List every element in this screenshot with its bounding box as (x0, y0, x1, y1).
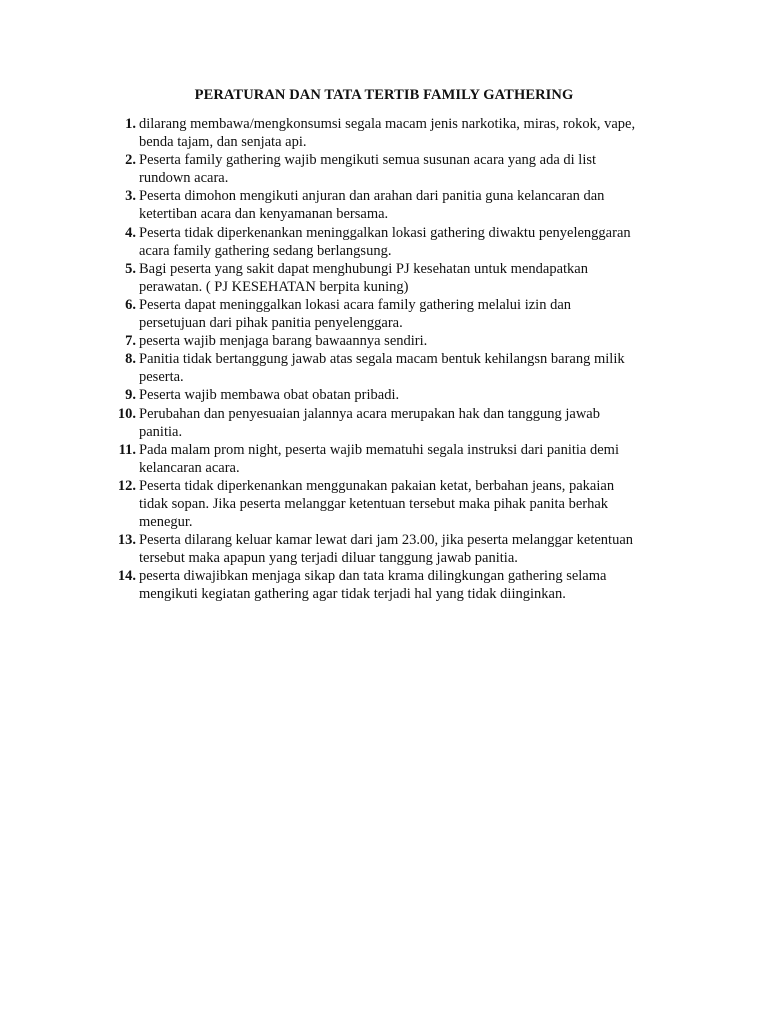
list-item-line: peserta. (139, 369, 184, 386)
list-item-line: tersebut maka apapun yang terjadi diluar tanggung jawab panitia. (139, 550, 518, 567)
list-item (108, 260, 680, 296)
list-item-line: peserta diwajibkan menjaga sikap dan tata krama dilingkungan gathering selama (139, 568, 607, 585)
list-item-line: Peserta dapat meninggalkan lokasi acara family gathering melalui izin dan (139, 296, 572, 313)
list-item-number: 1. (125, 116, 136, 132)
list-item-line: panitia. (139, 423, 183, 440)
list-item-line: acara family gathering sedang berlangsung. (139, 242, 392, 259)
list-item-line: Peserta family gathering wajib mengikuti semua susunan acara yang ada di list (139, 152, 597, 169)
list-item (108, 567, 680, 603)
list-item-number: 5. (125, 260, 136, 277)
list-item-line: Perubahan dan penyesuaian jalannya acara merupakan hak dan tanggung jawab (139, 405, 600, 422)
list-item-number: 3. (125, 188, 136, 205)
list-item-line: persetujuan dari pihak panitia penyelenggara. (139, 315, 403, 332)
list-item-number: 10. (117, 405, 136, 422)
list-item-number: 9. (125, 387, 136, 404)
list-item-number: 11. (118, 441, 136, 458)
list-item (108, 477, 680, 531)
list-item-line: Peserta wajib membawa obat obatan pribadi. (139, 387, 400, 404)
list-item-line: ketertiban acara dan kenyamanan bersama. (139, 206, 389, 223)
rules-list (108, 115, 680, 604)
list-item-line: peserta wajib menjaga barang bawaannya sendiri. (139, 333, 428, 350)
list-item (108, 296, 680, 332)
list-item-number: 6. (125, 296, 136, 313)
list-item-line: Peserta dilarang keluar kamar lewat dari jam 23.00, jika peserta melanggar ketentuan (139, 532, 634, 549)
list-item (108, 224, 680, 260)
list-item-line: benda tajam, dan senjata api. (139, 134, 307, 151)
document-title: PERATURAN DAN TATA TERTIB FAMILY GATHERING (194, 87, 574, 103)
list-item (108, 531, 680, 567)
list-item (108, 441, 680, 477)
list-item-line: Bagi peserta yang sakit dapat menghubungi PJ kesehatan untuk mendapatkan (139, 260, 588, 277)
list-item-number: 13. (117, 532, 136, 549)
list-item-line: Panitia tidak bertanggung jawab atas segala macam bentuk kehilangsn barang milik (139, 351, 625, 368)
list-item (108, 187, 680, 223)
list-item-line: mengikuti kegiatan gathering agar tidak terjadi hal yang tidak diinginkan. (139, 586, 566, 603)
list-item-line: menegur. (139, 514, 193, 531)
list-item-number: 7. (125, 333, 136, 350)
list-item-line: Peserta dimohon mengikuti anjuran dan arahan dari panitia guna kelancaran dan (139, 188, 605, 205)
list-item-number: 12. (117, 477, 136, 494)
list-item-line: dilarang membawa/mengkonsumsi segala macam jenis narkotika, miras, rokok, vape, (139, 116, 636, 132)
list-item (108, 386, 680, 404)
list-item-line: Peserta tidak diperkenankan meninggalkan lokasi gathering diwaktu penyelenggaran (139, 224, 631, 241)
list-item-line: kelancaran acara. (139, 459, 240, 476)
list-item (108, 405, 680, 441)
list-item (108, 350, 680, 386)
list-item-number: 8. (125, 351, 136, 368)
list-item-number: 4. (125, 224, 136, 241)
list-item-line: Pada malam prom night, peserta wajib mematuhi segala instruksi dari panitia demi (139, 441, 619, 458)
list-item (108, 332, 680, 350)
list-item-line: perawatan. ( PJ KESEHATAN berpita kuning) (139, 278, 409, 295)
list-item-line: rundown acara. (139, 170, 229, 187)
list-item-number: 2. (125, 152, 136, 169)
list-item-line: tidak sopan. Jika peserta melanggar ketentuan tersebut maka pihak panita berhak (139, 495, 609, 512)
list-item (108, 115, 680, 151)
list-item-line: Peserta tidak diperkenankan menggunakan pakaian ketat, berbahan jeans, pakaian (139, 477, 615, 494)
list-item-number: 14. (117, 568, 136, 585)
list-item (108, 151, 680, 187)
